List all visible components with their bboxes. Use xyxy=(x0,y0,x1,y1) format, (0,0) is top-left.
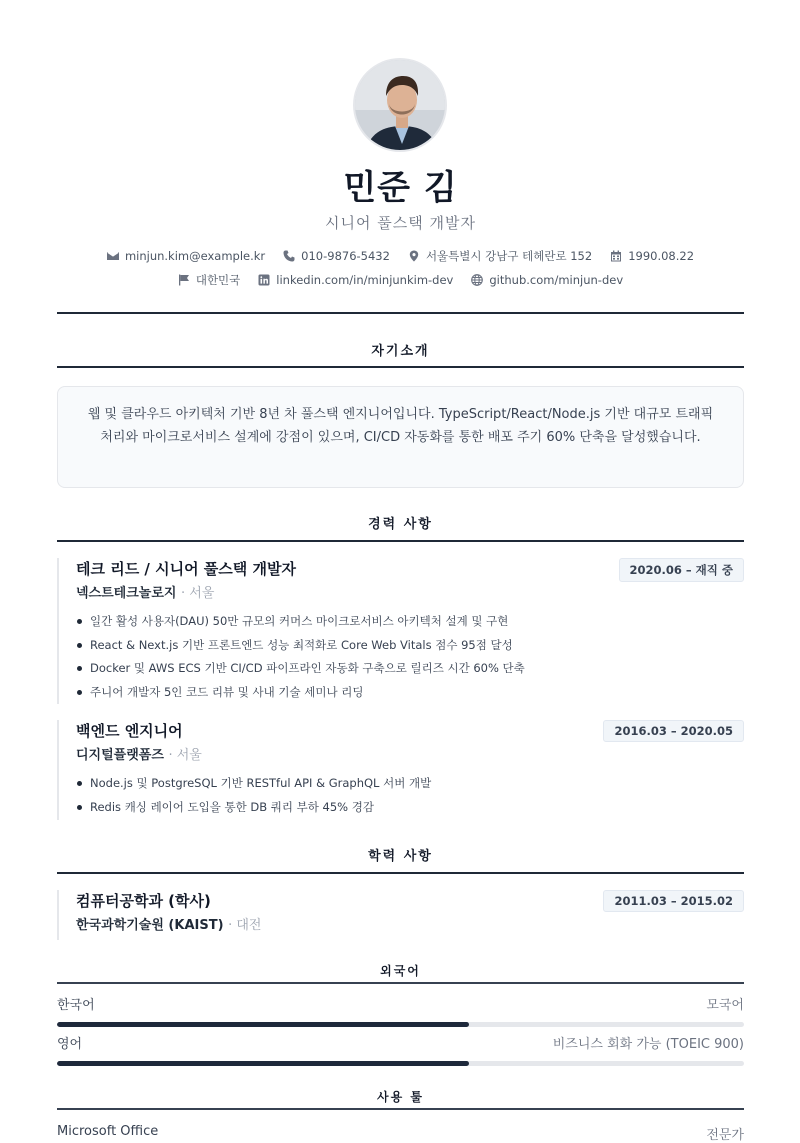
date-badge: 2011.03 – 2015.02 xyxy=(603,890,744,912)
contact-row-secondary xyxy=(57,272,744,288)
candidate-role: 시니어 풀스택 개발자 xyxy=(325,214,476,232)
contact-github[interactable] xyxy=(471,272,623,288)
contact-birthdate xyxy=(610,248,694,264)
list-item: 일간 활성 사용자(DAU) 50만 규모의 커머스 마이크로서비스 아키텍처 설계 및 구현 xyxy=(76,610,744,634)
nationality-text: 대한민국 xyxy=(195,273,241,287)
section-divider xyxy=(57,366,744,368)
phone-icon xyxy=(283,250,295,262)
summary-box xyxy=(57,386,744,488)
section-divider xyxy=(57,1108,744,1110)
address-text: 서울특별시 강남구 테헤란로 152 xyxy=(425,249,593,263)
globe-icon xyxy=(471,274,483,286)
school-location: · 대전 xyxy=(228,918,262,933)
section-divider xyxy=(57,982,744,984)
birthdate-text: 1990.08.22 xyxy=(628,249,695,263)
list-item: Node.js 및 PostgreSQL 기반 RESTful API & GraphQL 서버 개발 xyxy=(76,772,744,796)
proficiency-fill xyxy=(57,1061,469,1066)
proficiency-bar xyxy=(57,1061,744,1066)
company-location: · 서울 xyxy=(181,586,215,601)
company-name xyxy=(76,584,744,604)
section-divider xyxy=(57,872,744,874)
avatar xyxy=(353,58,447,152)
job-title: 백엔드 엔지니어 xyxy=(76,722,183,740)
language-level: 비즈니스 회화 가능 (TOEIC 900) xyxy=(552,1037,744,1052)
flag-icon xyxy=(178,274,190,286)
summary-text: 웹 및 클라우드 아키텍처 기반 8년 차 풀스택 엔지니어입니다. TypeScript/React/Node.js 기반 대규모 트래픽 처리와 마이크로서비스 설계에 강점이 있으며, CI/CD 자동화를 통한 배포 주기 60% 단축을 달성했습니다. xyxy=(87,407,714,445)
experience-item xyxy=(57,558,744,704)
tool-level: 전문가 xyxy=(706,1128,744,1143)
github-text: github.com/minjun-dev xyxy=(489,273,624,287)
language-name: 한국어 xyxy=(57,998,95,1013)
date-badge: 2020.06 – 재직 중 xyxy=(619,558,744,582)
job-title: 테크 리드 / 시니어 풀스택 개발자 xyxy=(76,560,296,578)
section-divider xyxy=(57,312,744,314)
language-item xyxy=(57,1035,744,1066)
company-text: 디지털플랫폼즈 xyxy=(76,748,164,763)
contact-phone[interactable] xyxy=(283,248,390,264)
section-title-languages: 외국어 xyxy=(380,964,421,978)
section-title-summary: 자기소개 xyxy=(371,344,430,359)
mail-icon xyxy=(107,250,119,262)
location-pin-icon xyxy=(408,250,420,262)
calendar-icon xyxy=(610,250,622,262)
contact-linkedin[interactable] xyxy=(258,272,453,288)
list-item: Docker 및 AWS ECS 기반 CI/CD 파이프라인 자동화 구축으로 릴리즈 시간 60% 단축 xyxy=(76,657,744,681)
bullet-list xyxy=(76,772,744,819)
education-item xyxy=(57,890,744,940)
contact-row xyxy=(57,248,744,264)
resume-page xyxy=(57,0,744,1143)
proficiency-fill xyxy=(57,1022,469,1027)
date-badge: 2016.03 – 2020.05 xyxy=(603,720,744,742)
list-item: 주니어 개발자 5인 코드 리뷰 및 사내 기술 세미나 리딩 xyxy=(76,681,744,705)
company-name xyxy=(76,746,744,766)
degree-title: 컴퓨터공학과 (학사) xyxy=(76,892,211,910)
company-location: · 서울 xyxy=(168,748,202,763)
experience-item xyxy=(57,720,744,820)
contact-email[interactable] xyxy=(107,248,265,264)
school-name xyxy=(76,916,744,936)
list-item: React & Next.js 기반 프론트엔드 성능 최적화로 Core Web Vitals 점수 95점 달성 xyxy=(76,634,744,658)
language-name: 영어 xyxy=(57,1037,83,1052)
language-item xyxy=(57,996,744,1027)
section-title-education: 학력 사항 xyxy=(368,849,433,864)
phone-text: 010-9876-5432 xyxy=(301,249,390,263)
section-divider xyxy=(57,540,744,542)
linkedin-text: linkedin.com/in/minjunkim-dev xyxy=(276,273,454,287)
linkedin-icon xyxy=(258,274,270,286)
bullet-list xyxy=(76,610,744,704)
language-level: 모국어 xyxy=(706,998,744,1013)
proficiency-bar xyxy=(57,1022,744,1027)
company-text: 넥스트테크놀로지 xyxy=(76,586,177,601)
section-title-experience: 경력 사항 xyxy=(368,517,433,532)
candidate-name: 민준 김 xyxy=(343,168,458,208)
tool-item xyxy=(57,1124,744,1143)
tool-name: Microsoft Office xyxy=(57,1124,159,1139)
list-item: Redis 캐싱 레이어 도입을 통한 DB 쿼리 부하 45% 경감 xyxy=(76,796,744,820)
section-title-tools: 사용 툴 xyxy=(377,1090,424,1104)
email-text: minjun.kim@example.kr xyxy=(124,249,266,263)
school-text: 한국과학기술원 (KAIST) xyxy=(76,918,224,933)
profile-photo-icon xyxy=(355,60,447,152)
contact-address xyxy=(408,248,592,264)
contact-nationality xyxy=(178,272,240,288)
